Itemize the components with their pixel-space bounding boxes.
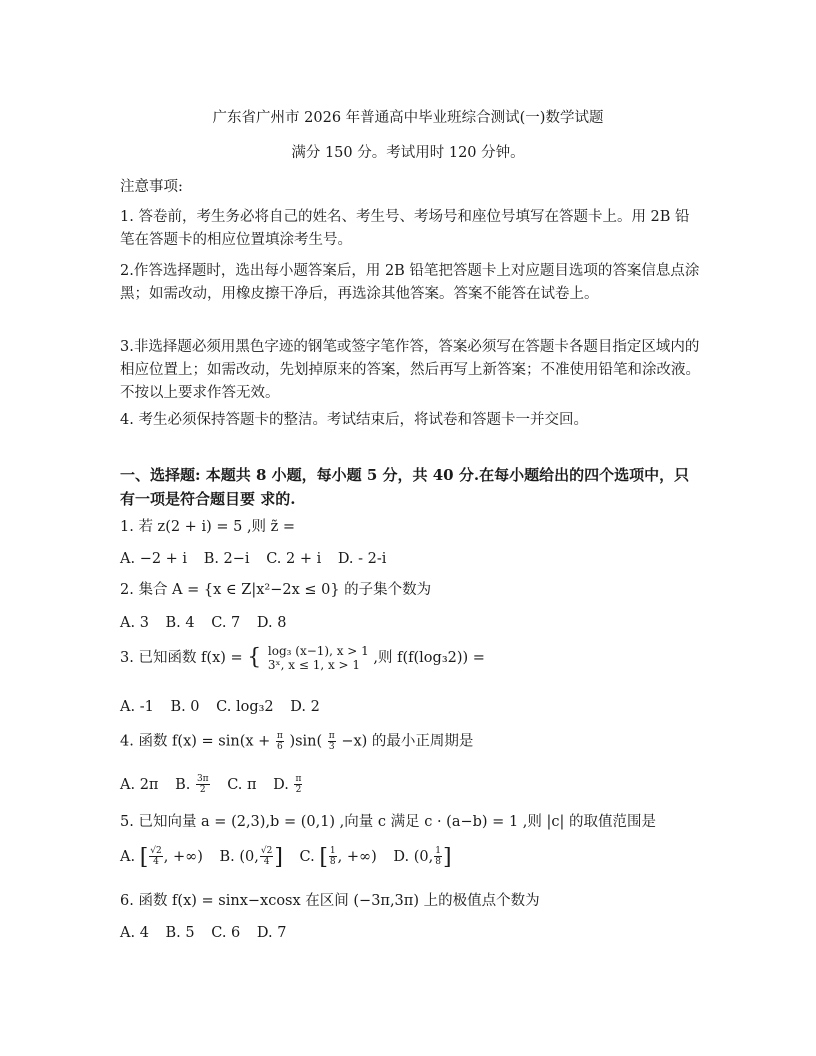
- question-1-options: [120, 549, 700, 569]
- interval-close: , +∞): [163, 848, 203, 865]
- option-d: [393, 844, 452, 870]
- fraction: [294, 774, 302, 795]
- question-4-stem: [120, 731, 700, 759]
- question-4-prefix: 4. 函数 f(x) = sin(x +: [120, 733, 271, 750]
- case-1: log₃ (x−1), x > 1: [267, 644, 369, 658]
- question-6-stem: 6. 函数 f(x) = sinx−xcosx 在区间 (−3π,3π) 上的极值点个数为: [120, 893, 540, 909]
- option-label: B.: [219, 848, 235, 865]
- option-c: C. 7: [211, 615, 241, 631]
- question-2-options: [120, 613, 700, 633]
- denominator: 3: [328, 742, 335, 752]
- option-c: C. log₃2: [216, 699, 274, 715]
- fraction: [434, 846, 442, 867]
- exam-title: 广东省广州市 2026 年普通高中毕业班综合测试(一)数学试题: [212, 110, 604, 126]
- question-4-options: [120, 774, 700, 800]
- option-d: D. 2: [290, 699, 320, 715]
- interval-open: (0,: [239, 848, 259, 865]
- interval-open: (0,: [413, 848, 434, 865]
- option-b: B. 0: [170, 699, 200, 715]
- denominator: 4: [153, 857, 159, 867]
- option-c: C. π: [227, 776, 257, 793]
- notice-3: 3.非选择题必须用黑色字迹的钢笔或签字笔作答，答案必须写在答题卡各题目指定区域内的相应位置上；如需改动，先划掉原来的答案，然后再写上新答案；不准使用铅笔和涂改液。不按以上要求作答无效。: [120, 339, 700, 401]
- option-label: C.: [299, 848, 315, 865]
- fraction: [260, 846, 273, 867]
- question-3-suffix: ,则 f(f(log₃2)) =: [373, 650, 485, 666]
- question-3-stem: [120, 644, 700, 680]
- question-5-options: [120, 846, 700, 874]
- option-c: C. 2 + i: [266, 551, 322, 567]
- option-a: A. -1: [120, 699, 154, 715]
- option-label: D.: [273, 776, 289, 793]
- question-3-prefix: 3. 已知函数 f(x) =: [120, 650, 243, 666]
- option-b: [175, 774, 215, 795]
- interval-open: [: [139, 844, 149, 870]
- question-5-stem: 5. 已知向量 a = (2,3),b = (0,1) ,向量 c 满足 c · (a−b) = 1 ,则 |c| 的取值范围是: [120, 814, 656, 830]
- fraction: [328, 731, 336, 752]
- option-d: [273, 774, 303, 795]
- interval-close: ]: [442, 844, 452, 870]
- question-6-options: [120, 923, 700, 943]
- notice-1: 1. 答卷前，考生务必将自己的姓名、考生号、考场号和座位号填写在答题卡上。用 2B 铅笔在答题卡的相应位置填涂考生号。: [120, 209, 690, 248]
- exam-subtitle: 满分 150 分。考试用时 120 分钟。: [291, 145, 525, 161]
- question-3-options: [120, 697, 700, 717]
- question-4-mid: )sin(: [289, 733, 323, 750]
- option-b: [219, 844, 287, 870]
- notice-heading: 注意事项:: [120, 179, 183, 195]
- numerator: √2: [150, 846, 162, 856]
- question-2-stem: 2. 集合 A = {x ∈ Z|x²−2x ≤ 0} 的子集个数为: [120, 582, 432, 598]
- option-d: D. 8: [256, 615, 287, 631]
- option-a: A. 2π: [120, 776, 159, 793]
- numerator: 1: [329, 846, 336, 856]
- denominator: 4: [263, 857, 270, 867]
- fraction: [149, 846, 162, 867]
- option-d: D. 7: [256, 925, 287, 941]
- option-d: D. - 2-i: [337, 551, 387, 567]
- interval-close: , +∞): [337, 848, 377, 865]
- fraction: [196, 774, 210, 795]
- question-4-suffix: −x) 的最小正周期是: [341, 733, 474, 750]
- numerator: π: [276, 731, 283, 741]
- numerator: 1: [435, 846, 441, 856]
- denominator: 8: [435, 857, 441, 867]
- denominator: 6: [277, 742, 283, 752]
- interval-close: ]: [274, 844, 283, 870]
- option-a: A. −2 + i: [120, 551, 188, 567]
- option-c: [299, 844, 382, 870]
- option-c: C. 6: [211, 925, 241, 941]
- option-b: B. 4: [165, 615, 195, 631]
- piecewise-cases: [268, 644, 369, 672]
- numerator: 3π: [196, 774, 209, 784]
- option-a: A. 4: [120, 925, 149, 941]
- denominator: 8: [329, 857, 336, 867]
- fraction: [276, 731, 284, 752]
- option-a: [120, 844, 207, 870]
- option-label: D.: [393, 848, 410, 865]
- section-heading: 一、选择题: 本题共 8 小题，每小题 5 分，共 40 分.在每小题给出的四个选项中，只有一项是符合题目要 求的.: [120, 466, 690, 508]
- option-label: B.: [175, 776, 191, 793]
- interval-open: [: [319, 844, 328, 870]
- fraction: [329, 846, 337, 867]
- numerator: π: [295, 774, 302, 784]
- option-label: A.: [120, 848, 136, 865]
- numerator: √2: [260, 846, 273, 856]
- denominator: 2: [199, 785, 206, 795]
- option-b: B. 5: [165, 925, 195, 941]
- option-a: A. 3: [120, 615, 149, 631]
- notice-4: 4. 考生必须保持答题卡的整洁。考试结束后，将试卷和答题卡一并交回。: [120, 412, 588, 428]
- numerator: π: [328, 731, 335, 741]
- brace-icon: {: [247, 645, 262, 670]
- case-2: 3ˣ, x ≤ 1, x > 1: [267, 658, 361, 672]
- denominator: 2: [295, 785, 302, 795]
- notice-2: 2.作答选择题时，选出每小题答案后，用 2B 铅笔把答题卡上对应题目选项的答案信息点涂黑；如需改动，用橡皮擦干净后，再选涂其他答案。答案不能答在试卷上。: [120, 263, 700, 302]
- option-b: B. 2−i: [203, 551, 250, 567]
- question-1-stem: 1. 若 z(2 + i) = 5 ,则 z̃ =: [120, 519, 296, 535]
